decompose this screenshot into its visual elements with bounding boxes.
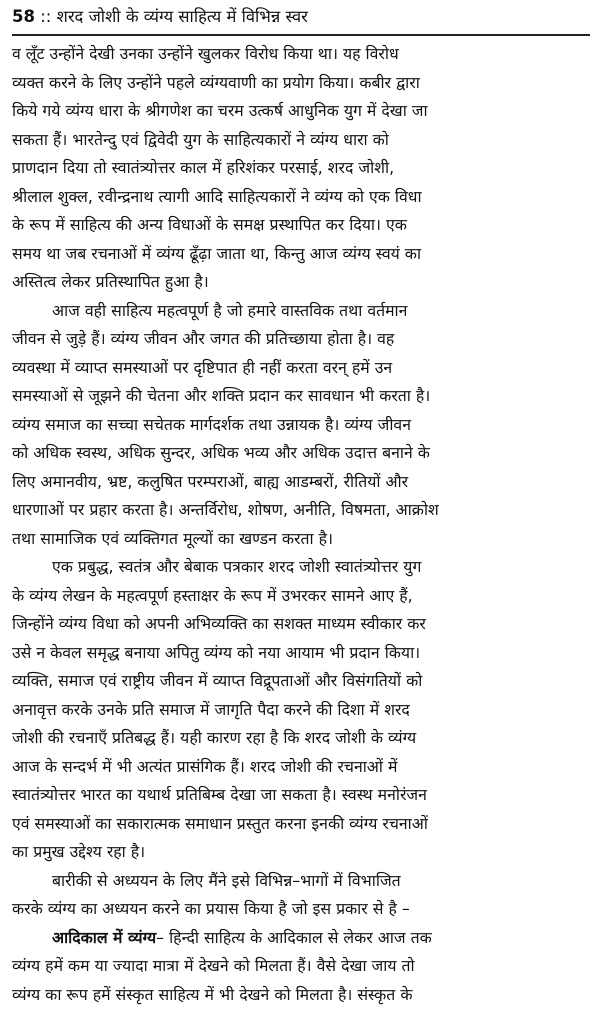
page-number: 58 bbox=[12, 7, 35, 26]
text-line: किये गये व्यंग्य धारा के श्रीगणेश का चरम उत्कर्ष आधुनिक युग में देखा जा bbox=[12, 101, 428, 120]
text-line: व्यक्त करने के लिए उन्होंने पहले व्यंग्यवाणी का प्रयोग किया। कबीर द्वारा bbox=[12, 72, 420, 92]
text-line: व्यंग्य हमें कम या ज्यादा मात्रा में देखने को मिलता हैं। वैसे देखा जाय तो bbox=[12, 956, 415, 975]
section-heading-line bbox=[12, 924, 590, 953]
text-line: सकता हैं। भारतेन्दु एवं द्विवेदी युग के साहित्यकारों ने व्यंग्य धारा को bbox=[12, 129, 389, 149]
section-heading: आदिकाल में व्यंग्य bbox=[52, 927, 157, 947]
text-line: आज के सन्दर्भ में भी अत्यंत प्रासंगिक हैं। शरद जोशी की रचनाओं में bbox=[12, 756, 398, 776]
section-heading-continuation: – हिन्दी साहित्य के आदिकाल से लेकर आज तक bbox=[156, 927, 432, 947]
text-line: अनावृत्त करके उनके प्रति समाज में जागृति पैदा करने की दिशा में शरद bbox=[12, 699, 410, 719]
text-line: व लूँट उन्होंने देखी उनका उन्होंने खुलकर विरोध किया था। यह विरोध bbox=[12, 44, 399, 63]
text-line: व्यक्ति, समाज एवं राष्ट्रीय जीवन में व्याप्त विद्रूपताओं और विसंगतियों को bbox=[12, 671, 423, 690]
text-line: के व्यंग्य लेखन के महत्वपूर्ण हस्ताक्षर के रूप में उभरकर सामने आए हैं, bbox=[12, 585, 413, 605]
paragraph-start-line: एक प्रबुद्ध, स्वतंत्र और बेबाक पत्रकार शरद जोशी स्वातंत्र्योत्तर युग bbox=[52, 557, 422, 576]
text-line: व्यंग्य का रूप हमें संस्कृत साहित्य में भी देखने को मिलता है। संस्कृत के bbox=[12, 984, 413, 1004]
text-line: प्राणदान दिया तो स्वातंत्र्योत्तर काल में हरिशंकर परसाई, शरद जोशी, bbox=[12, 158, 395, 177]
running-title: शरद जोशी के व्यंग्य साहित्य में विभिन्न स्वर bbox=[56, 7, 308, 26]
running-header bbox=[12, 2, 590, 36]
text-line: अस्तित्व लेकर प्रतिस्थापित हुआ है। bbox=[12, 272, 209, 291]
text-line: एवं समस्याओं का सकारात्मक समाधान प्रस्तुत करना इनकी व्यंग्य रचनाओं bbox=[12, 813, 428, 833]
text-line: जोशी की रचनाएँ प्रतिबद्ध हैं। यही कारण रहा है कि शरद जोशी के व्यंग्य bbox=[12, 728, 417, 747]
text-line: करके व्यंग्य का अध्ययन करने का प्रयास किया है जो इस प्रकार से है – bbox=[12, 899, 410, 918]
header-separator: :: bbox=[40, 7, 52, 26]
text-line: व्यवस्था में व्याप्त समस्याओं पर दृष्टिपात ही नहीं करता वरन् हमें उन bbox=[12, 357, 393, 377]
text-line: का प्रमुख उद्देश्य रहा है। bbox=[12, 842, 146, 861]
text-line: धारणाओं पर प्रहार करता है। अन्तर्विरोध, शोषण, अनीति, विषमता, आक्रोश bbox=[12, 500, 439, 519]
paragraph-start-line: आज वही साहित्य महत्वपूर्ण है जो हमारे वास्तविक तथा वर्तमान bbox=[52, 300, 408, 320]
text-line: श्रीलाल शुक्ल, रवीन्द्रनाथ त्यागी आदि साहित्यकारों ने व्यंग्य को एक विधा bbox=[12, 186, 422, 206]
text-line: लिए अमानवीय, भ्रष्ट, कलुषित परम्पराओं, बाह्य आडम्बरों, रीतियों और bbox=[12, 471, 409, 491]
body-text bbox=[12, 40, 590, 1009]
text-line: जिन्होंने व्यंग्य विधा को अपनी अभिव्यक्ति का सशक्त माध्यम स्वीकार कर bbox=[12, 614, 426, 633]
text-line: समय था जब रचनाओं में व्यंग्य ढूँढ़ा जाता था, किन्तु आज व्यंग्य स्वयं का bbox=[12, 243, 422, 263]
book-page bbox=[12, 0, 590, 1032]
text-line: को अधिक स्वस्थ, अधिक सुन्दर, अधिक भव्य और अधिक उदात्त बनाने के bbox=[12, 443, 430, 462]
text-line: समस्याओं से जूझने की चेतना और शक्ति प्रदान कर सावधान भी करता है। bbox=[12, 386, 431, 405]
paragraph-start-line: बारीकी से अध्ययन के लिए मैंने इसे विभिन्न–भागों में विभाजित bbox=[52, 870, 401, 890]
text-line: स्वातंत्र्योत्तर भारत का यथार्थ प्रतिबिम्ब देखा जा सकता है। स्वस्थ मनोरंजन bbox=[12, 785, 427, 804]
text-line: तथा सामाजिक एवं व्यक्तिगत मूल्यों का खण्डन करता है। bbox=[12, 528, 334, 548]
text-line: के रूप में साहित्य की अन्य विधाओं के समक्ष प्रस्थापित कर दिया। एक bbox=[12, 215, 407, 234]
text-line: व्यंग्य समाज का सच्चा सचेतक मार्गदर्शक तथा उन्नायक है। व्यंग्य जीवन bbox=[12, 414, 411, 434]
text-line: उसे न केवल समृद्ध बनाया अपितु व्यंग्य को नया आयाम भी प्रदान किया। bbox=[12, 642, 421, 662]
text-line: जीवन से जुड़े हैं। व्यंग्य जीवन और जगत की प्रतिच्छाया होता है। वह bbox=[12, 329, 395, 348]
